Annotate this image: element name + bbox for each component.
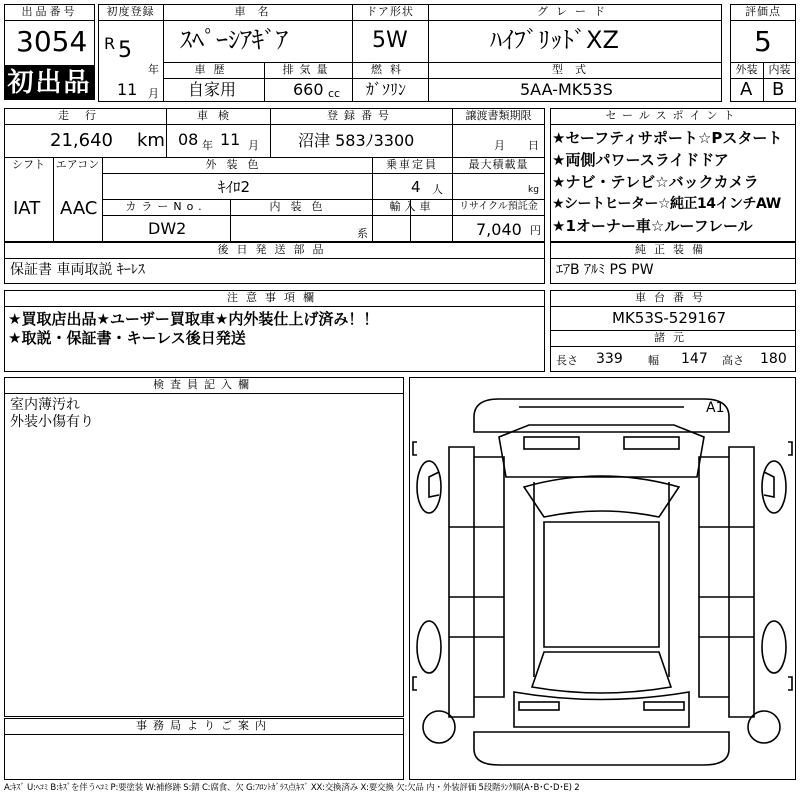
ext-color-label: 外装色 <box>205 158 269 171</box>
equipment-value: ｴｱB ｱﾙﾐ PS PW <box>556 262 654 278</box>
recycle-label: リサイクル預託金 <box>459 201 538 212</box>
month-unit: 月 <box>148 87 159 100</box>
capacity-unit: 人 <box>432 183 443 196</box>
dims-label: 諸元 <box>654 331 692 344</box>
body-right-side <box>729 447 754 717</box>
notes-label: 注意事項欄 <box>227 291 322 304</box>
inspector-label: 検査員記入欄 <box>153 378 255 391</box>
registration-value: 沼津 583ﾉ3300 <box>298 131 415 150</box>
detail-grid <box>4 108 545 242</box>
first-listing-badge: 初出品 <box>4 66 95 100</box>
history-value: 自家用 <box>188 80 237 99</box>
legend: A:ｷｽﾞ U:ﾍｺﾐ B:ｷｽﾞを伴うﾍｺﾐ P:要塗装 W:補修跡 S:錆 C:腐食、欠 G:ﾌﾛﾝﾄｶﾞﾗｽ点ｷｽﾞ XX:交換済み X:要交換 欠:欠品 内・外装評価 5段階ﾗﾝｸ順(A･B･C･D･E) 2 <box>4 783 580 793</box>
ext-color-value: ｷｲﾛ2 <box>218 178 251 196</box>
headlight-left <box>524 437 579 449</box>
first-reg-label: 初度登録 <box>106 5 155 18</box>
equipment-label: 純正装備 <box>635 243 711 256</box>
interior-label: 内装 <box>768 63 791 76</box>
later-parts-value: 保証書 車両取説 ｷｰﾚｽ <box>10 262 145 278</box>
inspection-label: 車検 <box>197 109 239 122</box>
model-value: 5AA-MK53S <box>520 80 613 99</box>
model-label: 型式 <box>552 63 598 76</box>
capacity-value: 4 <box>411 178 421 196</box>
aircon-value: AAC <box>60 198 98 219</box>
length-value: 339 <box>596 351 623 367</box>
height-value: 180 <box>760 351 787 367</box>
mileage-value: 21,640 <box>50 130 113 151</box>
wheel-rear-right <box>762 621 786 673</box>
body-left-side <box>449 447 474 717</box>
car-name: ｽﾍﾟｰｼｱｷﾞｱ <box>180 26 288 54</box>
height-label: 高さ <box>722 354 744 367</box>
inspection-year-unit: 年 <box>202 139 213 152</box>
sales-point-4: ★シートヒーター☆純正14インチAW <box>552 196 781 212</box>
capacity-label: 乗車定員 <box>386 158 438 171</box>
displacement-value: 660 <box>293 80 324 99</box>
inspector-line-1: 室内薄汚れ <box>10 397 80 413</box>
sales-point-5: ★1オーナー車☆ルーフレール <box>552 217 753 235</box>
lot-number: 3054 <box>16 25 88 58</box>
load-label: 最大積載量 <box>468 158 529 171</box>
mirror-right <box>764 472 774 497</box>
chassis-label: 車台番号 <box>635 291 711 304</box>
inspection-month-unit: 月 <box>248 139 259 152</box>
score-value: 5 <box>754 25 772 58</box>
shift-label: シフト <box>12 158 45 171</box>
transfer-month: 月 <box>494 139 505 152</box>
sales-points-label: セールスポイント <box>605 109 741 122</box>
width-label: 幅 <box>648 354 659 367</box>
interior-grade: B <box>772 79 785 100</box>
displacement-label: 排気量 <box>282 63 334 76</box>
transfer-day: 日 <box>528 139 539 152</box>
front-bumper <box>474 399 729 432</box>
notes-line-1: ★買取店出品★ユーザー買取車★内外装仕上げ済み！！ <box>8 310 379 328</box>
door-value: 5W <box>372 28 408 53</box>
shift-value: IAT <box>13 198 41 219</box>
import-label: 輸入車 <box>389 200 435 213</box>
fuel-value: ｶﾞｿﾘﾝ <box>366 80 407 99</box>
wheel-rear-left <box>417 621 441 673</box>
office-label: 事務局よりご案内 <box>136 719 272 732</box>
inspection-month: 11 <box>220 130 241 149</box>
chassis-value: MK53S-529167 <box>612 309 727 327</box>
inspection-year: 08 <box>178 130 199 149</box>
recycle-value: 7,040 <box>476 220 522 239</box>
aircon-label: エアコン <box>55 158 100 171</box>
score-label: 評価点 <box>745 5 781 18</box>
sales-point-3: ★ナビ・テレビ☆バックカメラ <box>552 173 759 191</box>
width-value: 147 <box>681 351 708 367</box>
taillight-left <box>519 702 559 710</box>
roof <box>544 522 659 647</box>
rear-bumper <box>474 732 729 765</box>
door-label: ドア形状 <box>366 5 414 18</box>
year-value: 5 <box>118 38 132 63</box>
transfer-label: 譲渡書類期限 <box>465 109 532 122</box>
grade-value: ﾊｲﾌﾞﾘｯﾄﾞXZ <box>490 26 619 54</box>
lot-label: 出品番号 <box>21 5 78 18</box>
recycle-unit: 円 <box>530 224 541 237</box>
sales-point-2: ★両側パワースライドドア <box>552 151 729 169</box>
diagram-mark-a1: A1 <box>706 400 725 416</box>
int-color-unit: 系 <box>357 227 368 240</box>
car-name-label: 車名 <box>234 5 281 18</box>
int-color-label: 内装色 <box>269 200 333 213</box>
headlight-right <box>624 437 679 449</box>
car-diagram <box>409 377 796 780</box>
later-parts-label: 後日発送部品 <box>217 243 332 256</box>
history-label: 車歴 <box>194 63 233 76</box>
registration-label: 登録番号 <box>327 109 395 122</box>
mileage-unit: km <box>137 130 165 151</box>
mirror-left <box>429 472 439 497</box>
exterior-label: 外装 <box>735 63 758 76</box>
spare-wheel-left <box>423 711 455 743</box>
inspector-line-2: 外装小傷有り <box>10 414 94 430</box>
sales-point-1: ★セーフティサポート☆Pスタート <box>552 129 783 147</box>
grade-label: グレード <box>537 5 613 18</box>
displacement-unit: cc <box>328 87 341 100</box>
load-unit: kg <box>528 185 539 195</box>
era: R <box>104 34 116 53</box>
year-unit: 年 <box>148 63 159 76</box>
length-label: 長さ <box>556 354 578 367</box>
taillight-right <box>644 702 684 710</box>
windshield <box>524 476 679 517</box>
color-no-value: DW2 <box>148 219 187 238</box>
color-no-label: カラーNo. <box>125 200 207 213</box>
mileage-label: 走行 <box>58 109 112 122</box>
rear-window <box>532 652 671 693</box>
spare-wheel-right <box>748 711 780 743</box>
notes-line-2: ★取説・保証書・キーレス後日発送 <box>8 329 246 347</box>
exterior-grade: A <box>740 79 753 100</box>
fuel-label: 燃料 <box>371 63 409 76</box>
month-value: 11 <box>117 80 138 99</box>
